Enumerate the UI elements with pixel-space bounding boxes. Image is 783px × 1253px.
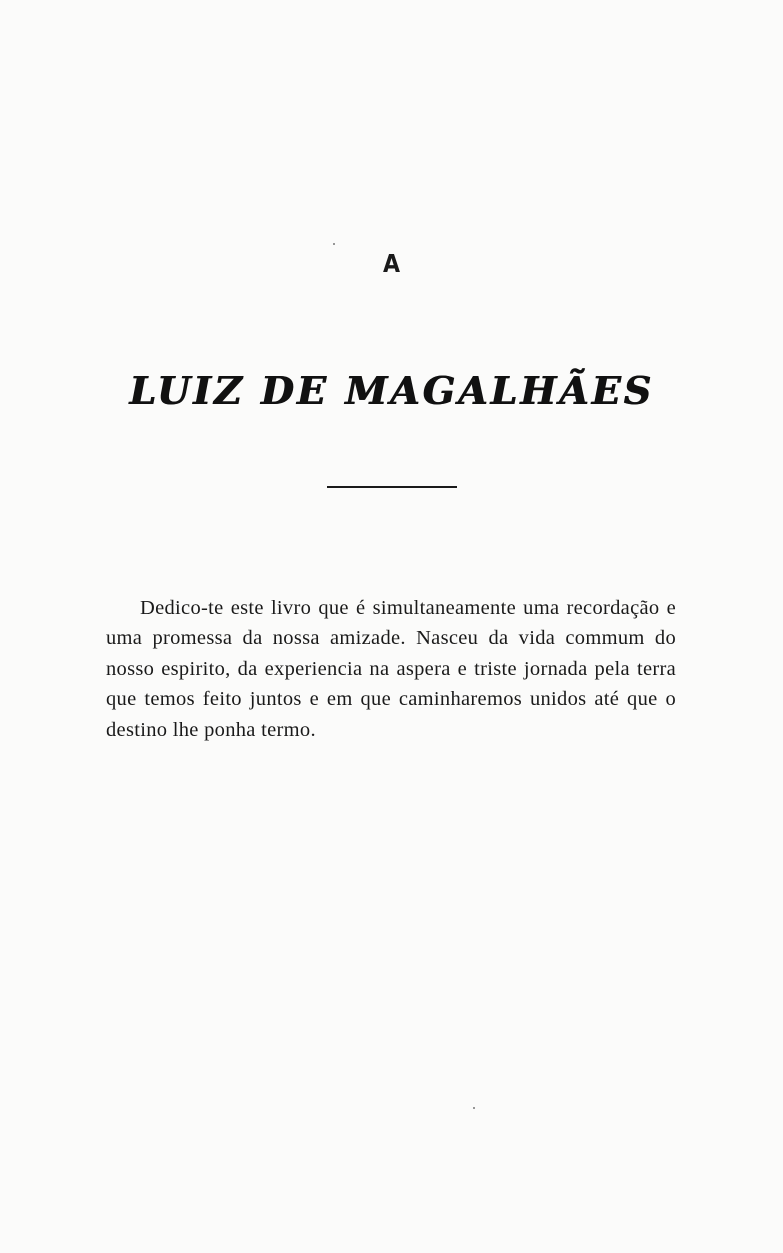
dedication-text: Dedico-te este livro que é simultaneamente uma recordação e uma promessa da nossa amizade. Nasceu da vida commum do nosso espirito, da experiencia na aspera e triste jornada pela terra que temos feito juntos e em que caminharemos unidos até que o destino lhe ponha termo.: [106, 596, 676, 741]
paper-speck: [333, 243, 335, 245]
dedication-preposition: A: [382, 250, 401, 279]
dedicatee-name: LUIZ DE MAGALHÃES: [129, 368, 654, 413]
paper-speck: [473, 1107, 475, 1109]
divider-rule: [327, 486, 457, 488]
